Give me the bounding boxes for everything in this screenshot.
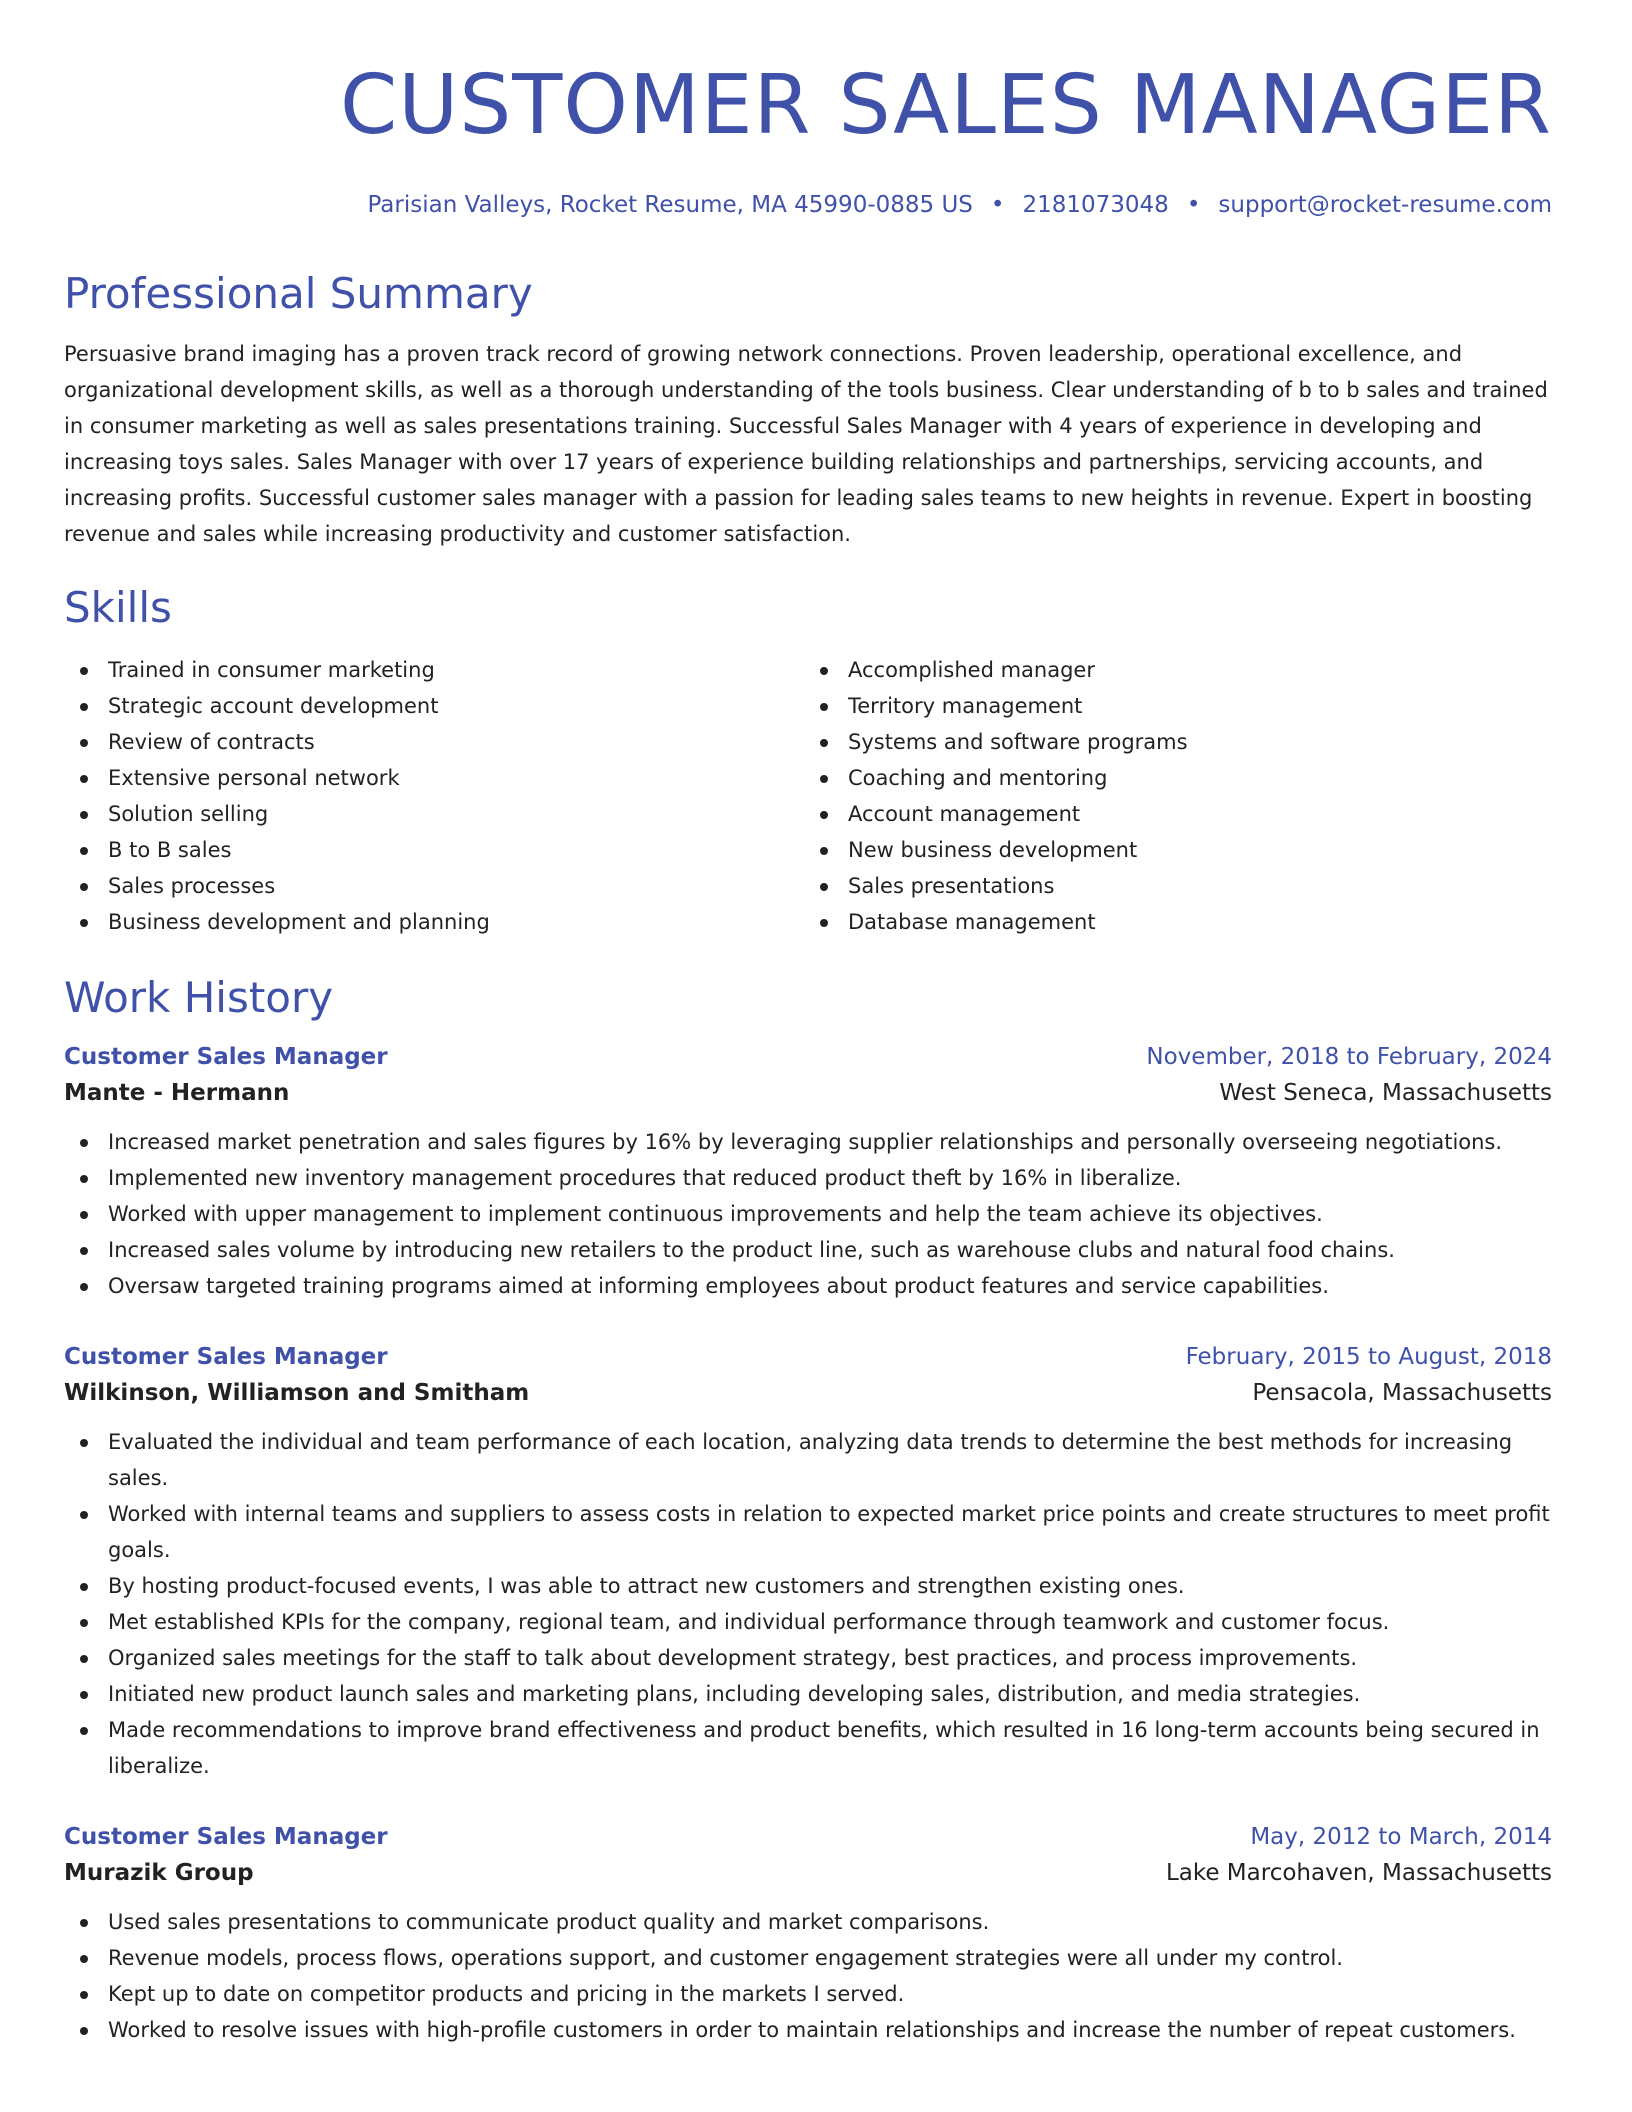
job-title: Customer Sales Manager xyxy=(64,1044,388,1070)
job-bullet: Organized sales meetings for the staff to talk about development strategy, best practices, and process improvements. xyxy=(64,1640,1552,1676)
job-bullet: Worked with internal teams and suppliers to assess costs in relation to expected market price points and create structures to meet profit goals. xyxy=(64,1496,1552,1568)
skill-item: Extensive personal network xyxy=(64,760,804,796)
work-history-heading: Work History xyxy=(64,973,334,1022)
skill-item: Coaching and mentoring xyxy=(804,760,1544,796)
job-dates: May, 2012 to March, 2014 xyxy=(1250,1824,1552,1850)
skill-item: Trained in consumer marketing xyxy=(64,652,804,688)
contact-separator: • xyxy=(990,192,1005,218)
job-title: Customer Sales Manager xyxy=(64,1344,388,1370)
skill-item: Accomplished manager xyxy=(804,652,1544,688)
contact-phone: 2181073048 xyxy=(1022,192,1169,218)
skill-item: Solution selling xyxy=(64,796,804,832)
job-company-row xyxy=(64,1854,1552,1892)
job-company: Wilkinson, Williamson and Smitham xyxy=(64,1380,530,1406)
job-bullet: Used sales presentations to communicate product quality and market comparisons. xyxy=(64,1904,1552,1940)
job-bullet: Increased sales volume by introducing new retailers to the product line, such as warehouse clubs and natural food chains. xyxy=(64,1232,1552,1268)
skill-item: Territory management xyxy=(804,688,1544,724)
contact-separator: • xyxy=(1186,192,1201,218)
job-dates: November, 2018 to February, 2024 xyxy=(1146,1044,1552,1070)
job-location: Pensacola, Massachusetts xyxy=(1252,1380,1552,1406)
job-company: Murazik Group xyxy=(64,1860,254,1886)
job-bullet: Implemented new inventory management procedures that reduced product theft by 16% in liberalize. xyxy=(64,1160,1552,1196)
job-bullet: Initiated new product launch sales and marketing plans, including developing sales, distribution, and media strategies. xyxy=(64,1676,1552,1712)
job-entry xyxy=(64,1040,1552,1304)
skills-column-right xyxy=(804,652,1544,940)
skill-item: Account management xyxy=(804,796,1544,832)
job-bullets xyxy=(64,1124,1552,1304)
job-bullets xyxy=(64,1904,1552,2048)
job-location: West Seneca, Massachusetts xyxy=(1219,1080,1552,1106)
job-company: Mante - Hermann xyxy=(64,1080,290,1106)
summary-text: Persuasive brand imaging has a proven track record of growing network connections. Proven leadership, operational excellence, and organizational development skills, as well as a thorough understanding of the tools business. Clear understanding of b to b sales and trained in consumer marketing as well as sales presentations training. Successful Sales Manager with 4 years of experience in developing and increasing toys sales. Sales Manager with over 17 years of experience building relationships and partnerships, servicing accounts, and increasing profits. Successful customer sales manager with a passion for leading sales teams to new heights in revenue. Expert in boosting revenue and sales while increasing productivity and customer satisfaction. xyxy=(64,342,1548,546)
job-bullets xyxy=(64,1424,1552,1784)
job-location: Lake Marcohaven, Massachusetts xyxy=(1165,1860,1552,1886)
skill-item: Strategic account development xyxy=(64,688,804,724)
job-company-row xyxy=(64,1374,1552,1412)
skills-heading: Skills xyxy=(64,583,172,632)
skill-item: Systems and software programs xyxy=(804,724,1544,760)
job-bullet: Made recommendations to improve brand effectiveness and product benefits, which resulted in 16 long-term accounts being secured in liberalize. xyxy=(64,1712,1552,1784)
job-bullet: Met established KPIs for the company, regional team, and individual performance through teamwork and customer focus. xyxy=(64,1604,1552,1640)
skill-item: B to B sales xyxy=(64,832,804,868)
job-title: Customer Sales Manager xyxy=(64,1824,388,1850)
job-title-row xyxy=(64,1040,1552,1074)
job-bullet: By hosting product-focused events, I was able to attract new customers and strengthen existing ones. xyxy=(64,1568,1552,1604)
job-dates: February, 2015 to August, 2018 xyxy=(1185,1344,1552,1370)
job-bullet: Worked with upper management to implement continuous improvements and help the team achieve its objectives. xyxy=(64,1196,1552,1232)
contact-address: Parisian Valleys, Rocket Resume, MA 45990-0885 US xyxy=(367,192,973,218)
job-bullet: Evaluated the individual and team performance of each location, analyzing data trends to determine the best methods for increasing sales. xyxy=(64,1424,1552,1496)
job-bullet: Increased market penetration and sales figures by 16% by leveraging supplier relationships and personally overseeing negotiations. xyxy=(64,1124,1552,1160)
contact-line xyxy=(64,190,1552,220)
skill-item: New business development xyxy=(804,832,1544,868)
resume-header xyxy=(64,56,1552,220)
skill-item: Business development and planning xyxy=(64,904,804,940)
skills-column-left xyxy=(64,652,804,940)
skill-item: Database management xyxy=(804,904,1544,940)
contact-email: support@rocket-resume.com xyxy=(1218,192,1552,218)
skill-item: Sales processes xyxy=(64,868,804,904)
job-title-row xyxy=(64,1820,1552,1854)
summary-heading: Professional Summary xyxy=(64,269,533,318)
job-bullet: Kept up to date on competitor products and pricing in the markets I served. xyxy=(64,1976,1552,2012)
job-bullet: Worked to resolve issues with high-profile customers in order to maintain relationships and increase the number of repeat customers. xyxy=(64,2012,1552,2048)
skills-list xyxy=(64,652,1552,940)
job-entry xyxy=(64,1340,1552,1784)
job-bullet: Revenue models, process flows, operations support, and customer engagement strategies were all under my control. xyxy=(64,1940,1552,1976)
job-title-row xyxy=(64,1340,1552,1374)
page-title: CUSTOMER SALES MANAGER xyxy=(339,58,1552,153)
job-company-row xyxy=(64,1074,1552,1112)
job-bullet: Oversaw targeted training programs aimed at informing employees about product features and service capabilities. xyxy=(64,1268,1552,1304)
job-entry xyxy=(64,1820,1552,2048)
skill-item: Review of contracts xyxy=(64,724,804,760)
skill-item: Sales presentations xyxy=(804,868,1544,904)
